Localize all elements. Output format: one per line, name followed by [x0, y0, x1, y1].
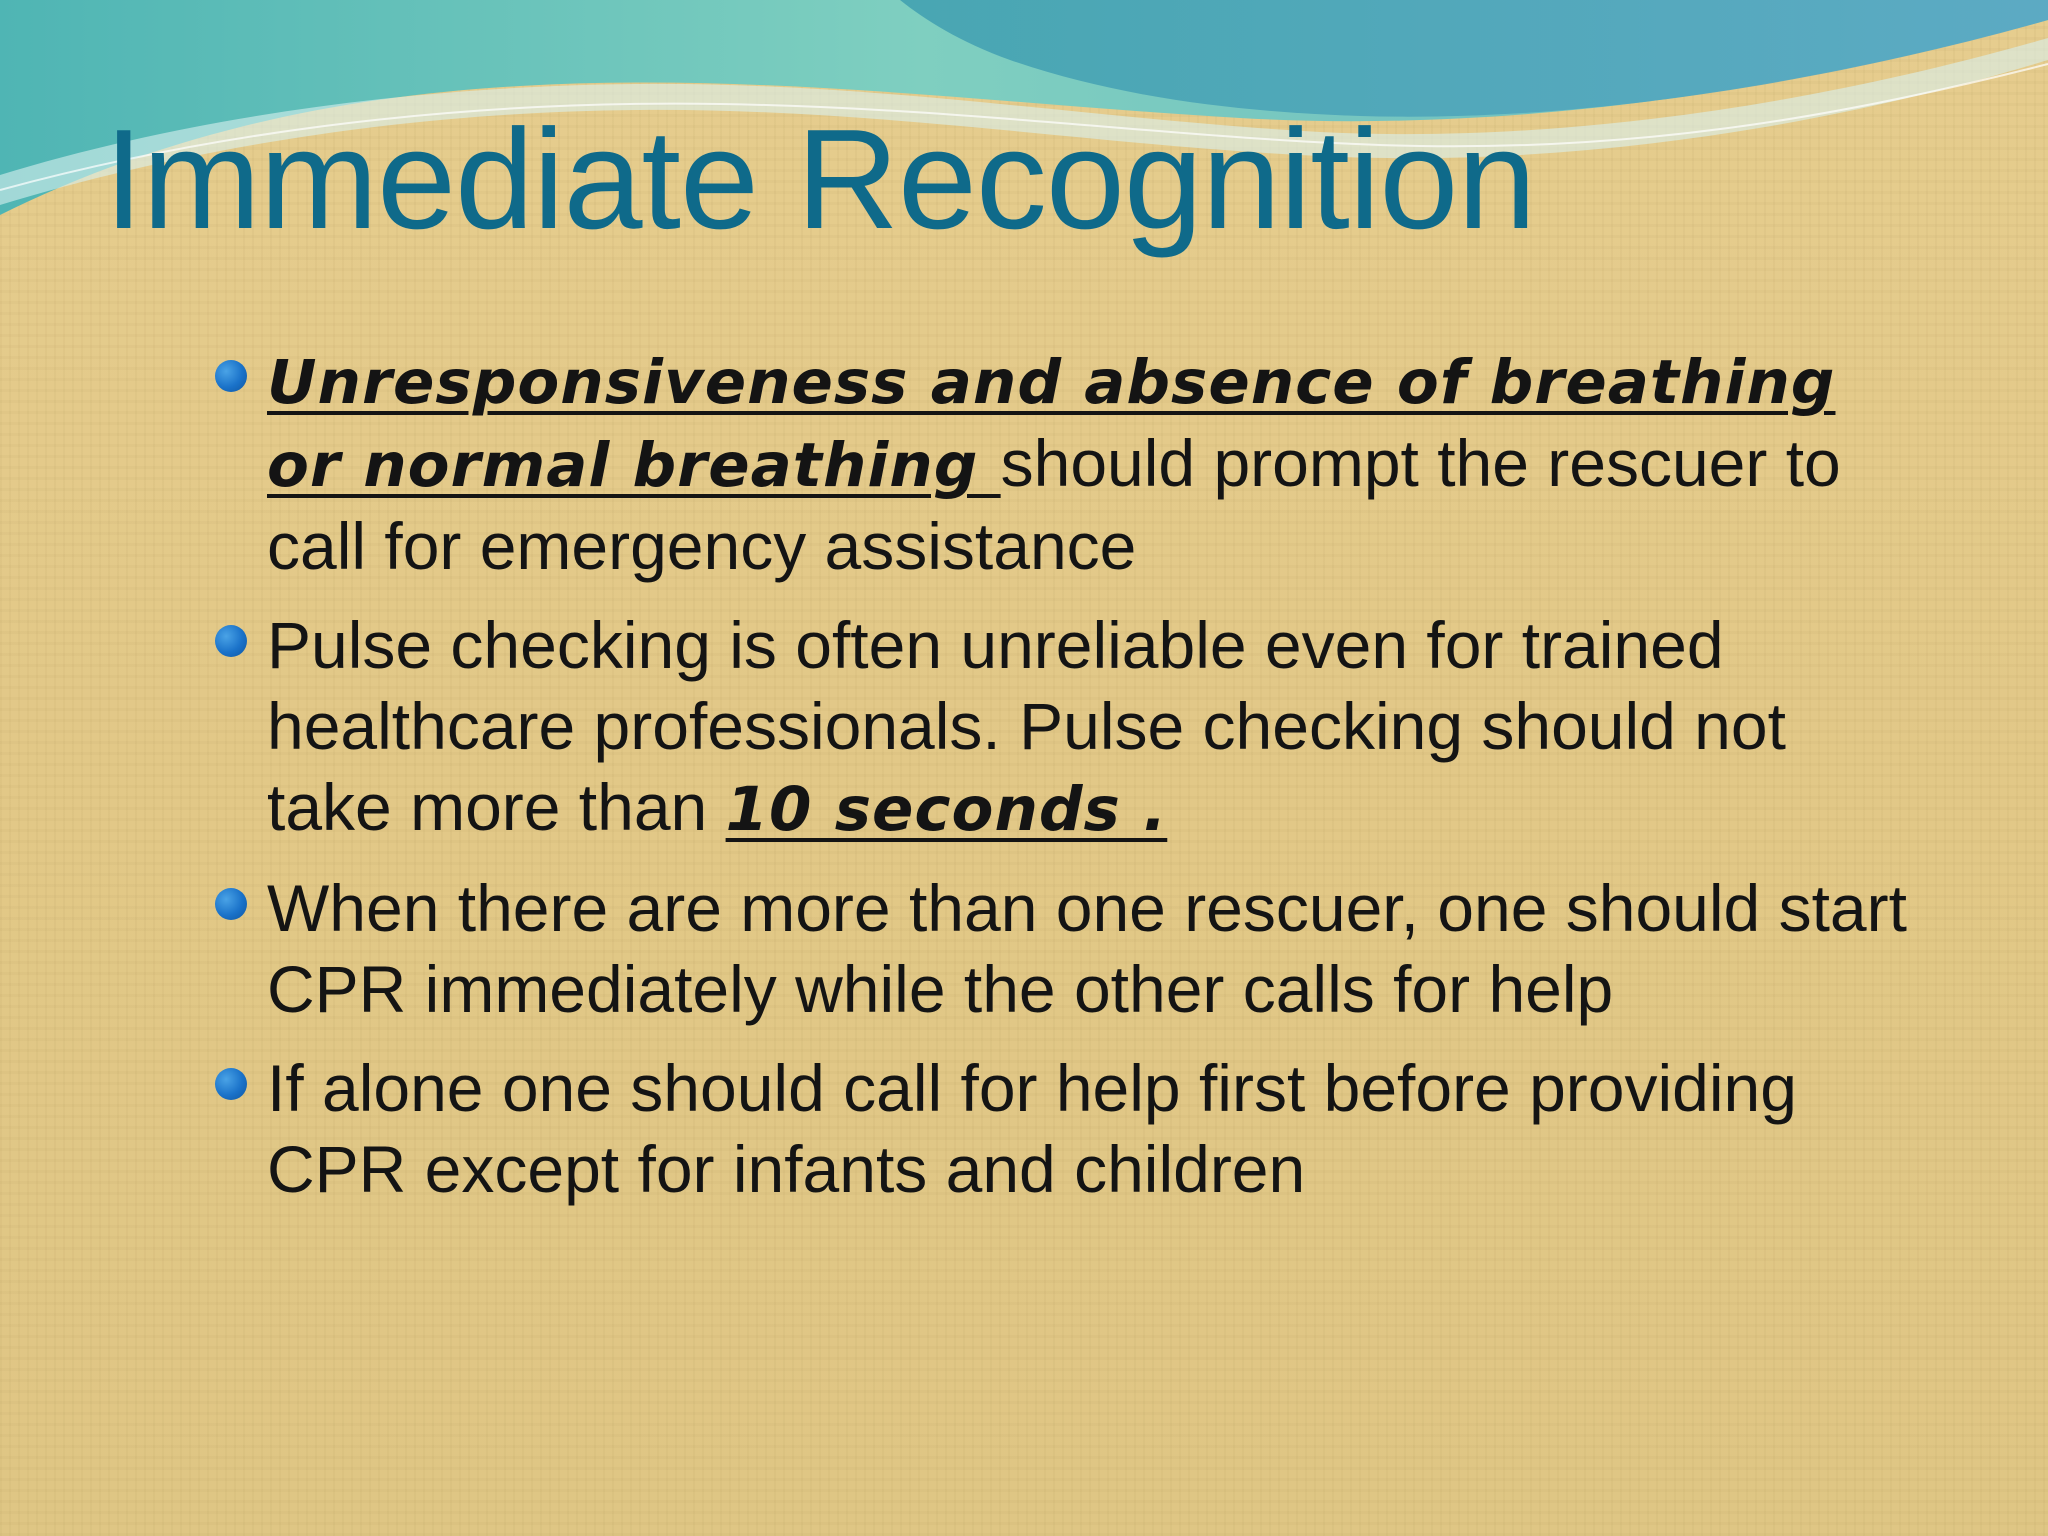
- slide-title: Immediate Recognition: [104, 100, 1536, 259]
- bullet-item: [210, 1048, 1910, 1210]
- bullet-text: If alone one should call for help first before providing CPR except for infants and children: [267, 1051, 1797, 1206]
- bullet-dot-icon: [215, 360, 247, 392]
- bullet-text: Pulse checking is often unreliable even for trained healthcare professionals. Pulse checking should not take more than: [267, 608, 1786, 844]
- bullet-emphasis: Unresponsiveness and absence of breathing or normal breathing: [267, 347, 1836, 501]
- bullet-text: should prompt the rescuer to call for emergency assistance: [267, 426, 1841, 583]
- bullet-item: [210, 340, 1910, 587]
- bullet-list: [210, 340, 1910, 1228]
- bullet-item: [210, 605, 1910, 850]
- bullet-emphasis: 10 seconds .: [725, 774, 1168, 845]
- bullet-dot-icon: [215, 1068, 247, 1100]
- bullet-dot-icon: [215, 888, 247, 920]
- bullet-item: [210, 868, 1910, 1030]
- bullet-dot-icon: [215, 625, 247, 657]
- bullet-text: When there are more than one rescuer, one should start CPR immediately while the other calls for help: [267, 871, 1907, 1026]
